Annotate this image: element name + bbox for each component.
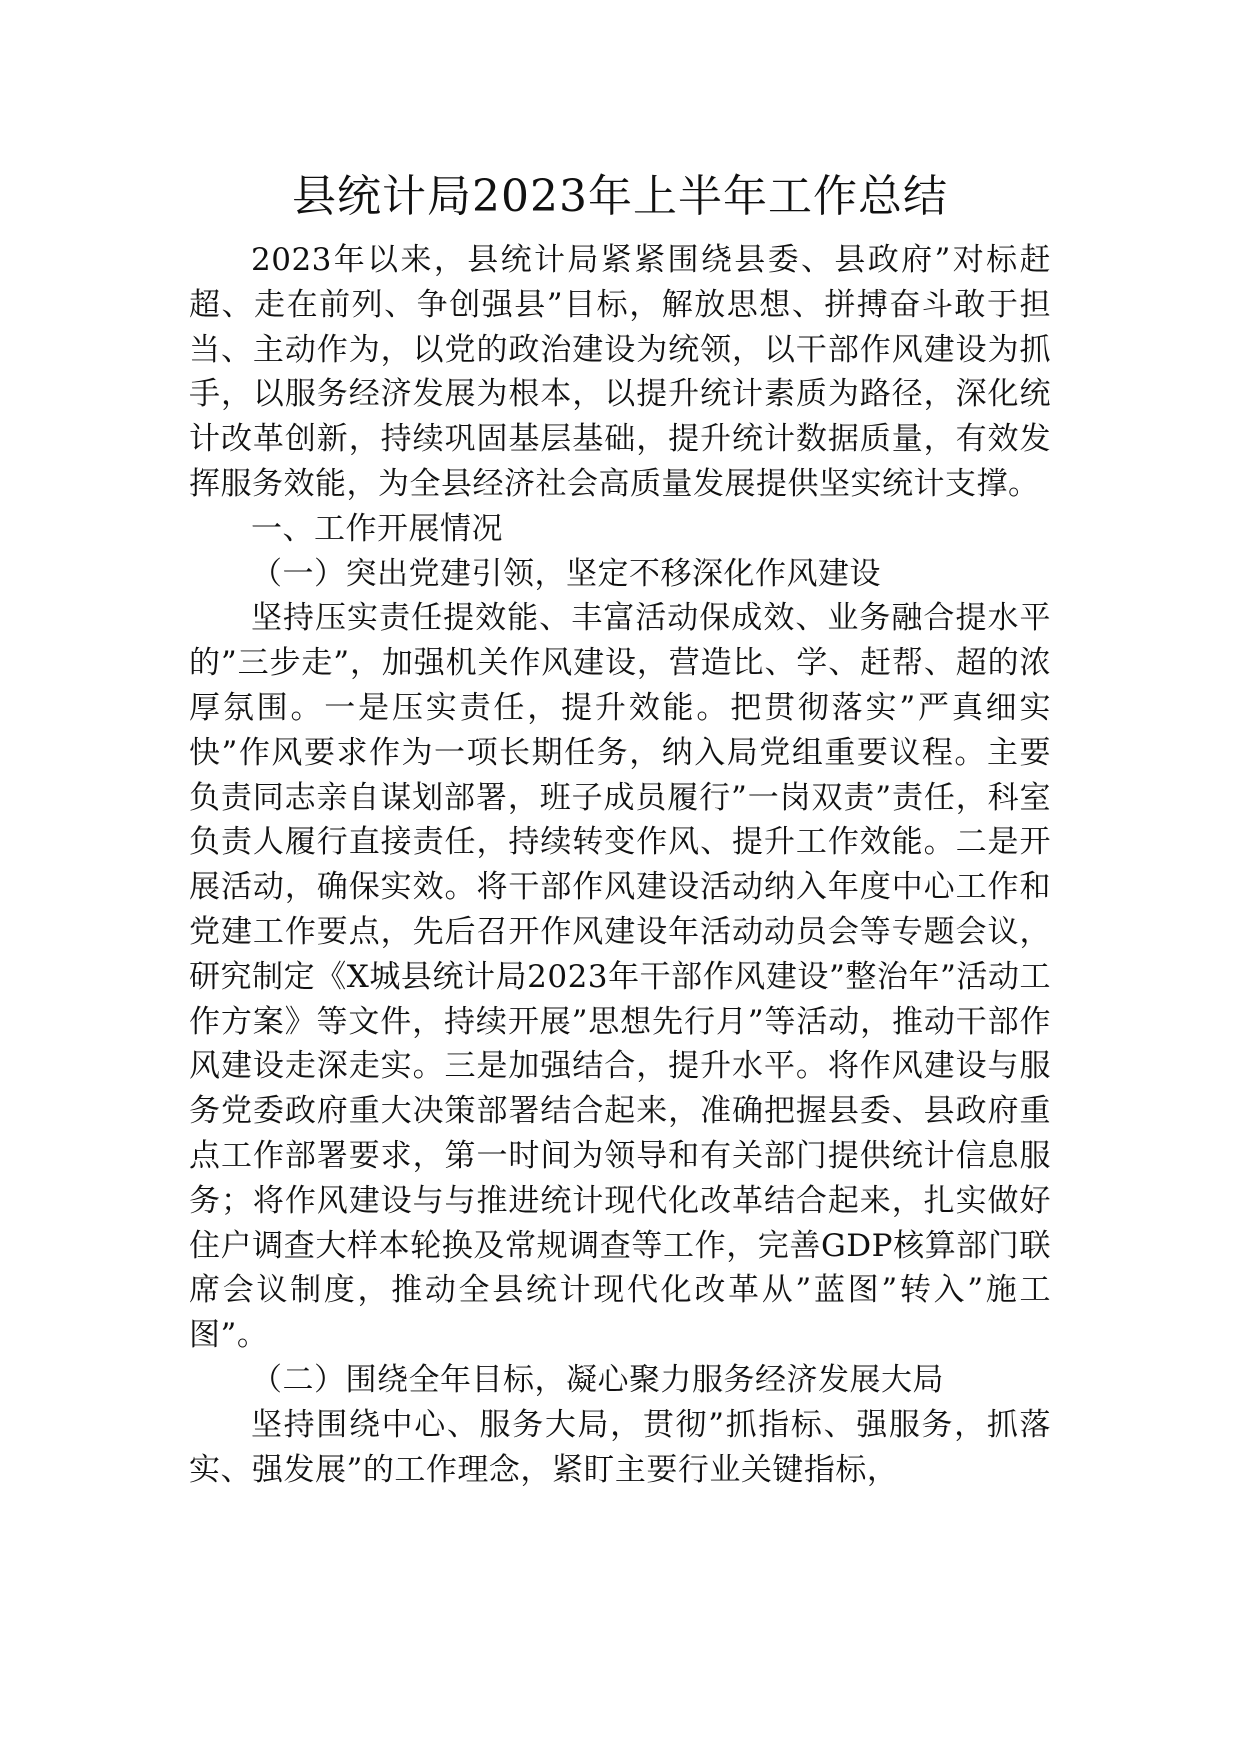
subsection-2-paragraph: 坚持围绕中心、服务大局，贯彻”抓指标、强服务，抓落实、强发展”的工作理念，紧盯主要行业关键指标， [189,1406,1051,1488]
subsection-1-paragraph: 坚持压实责任提效能、丰富活动保成效、业务融合提水平的”三步走”，加强机关作风建设，营造比、学、赶帮、超的浓厚氛围。一是压实责任，提升效能。把贯彻落实”严真细实快”作风要求作为一项长期任务，纳入局党组重要议程。主要负责同志亲自谋划部署，班子成员履行”一岗双责”责任，科室负责人履行直接责任，持续转变作风、提升工作效能。二是开展活动，确保实效。将干部作风建设活动纳入年度中心工作和党建工作要点，先后召开作风建设年活动动员会等专题会议，研究制定《X城县统计局2023年干部作风建设”整治年”活动工作方案》等文件，持续开展”思想先行月”等活动，推动干部作风建设走深走实。三是加强结合，提升水平。将作风建设与服务党委政府重大决策部署结合起来，准确把握县委、县政府重点工作部署要求，第一时间为领导和有关部门提供统计信息服务；将作风建设与与推进统计现代化改革结合起来，扎实做好住户调查大样本轮换及常规调查等工作，完善GDP核算部门联席会议制度，推动全县统计现代化改革从”蓝图”转入”施工图”。 [189,600,1051,1354]
subsection-heading-1: （一）突出党建引领，坚定不移深化作风建设 [251,555,881,592]
document-title: 县统计局2023年上半年工作总结 [292,171,948,222]
section-heading-1: 一、工作开展情况 [251,510,503,547]
document-body [189,238,1051,1492]
subsection-heading-2: （二）围绕全年目标，凝心聚力服务经济发展大局 [251,1361,944,1398]
intro-paragraph: 2023年以来，县统计局紧紧围绕县委、县政府”对标赶超、走在前列、争创强县”目标，解放思想、拼搏奋斗敢于担当、主动作为，以党的政治建设为统领，以干部作风建设为抓手，以服务经济发展为根本，以提升统计素质为路径，深化统计改革创新，持续巩固基层基础，提升统计数据质量，有效发挥服务效能，为全县经济社会高质量发展提供坚实统计支撑。 [189,242,1051,502]
